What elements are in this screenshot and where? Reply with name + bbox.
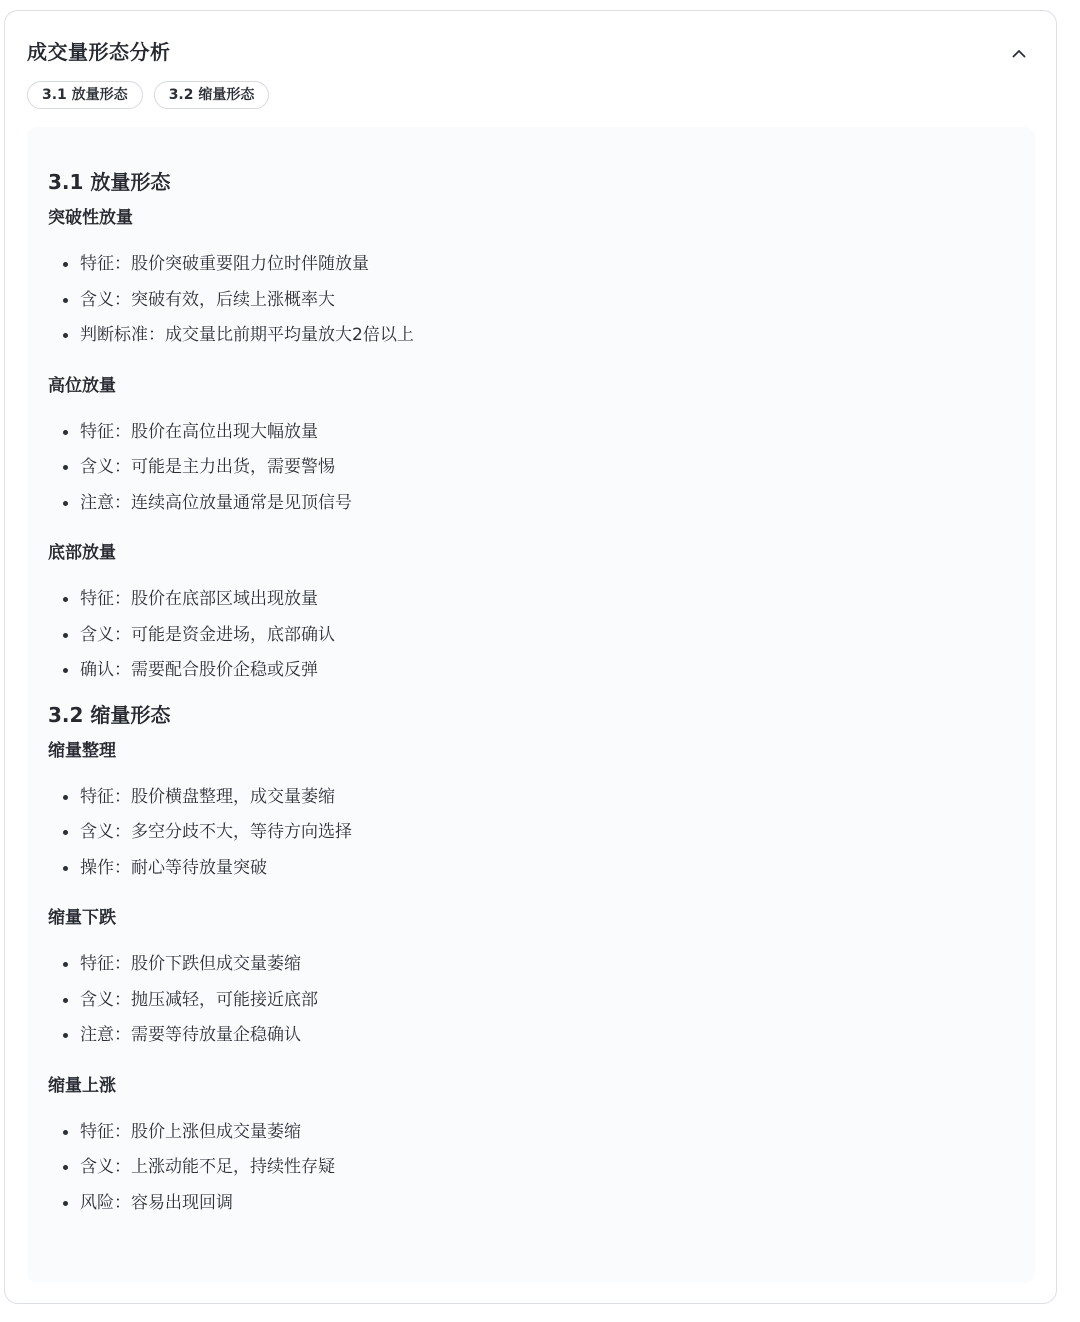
list-item: 特征：股价下跌但成交量萎缩 — [48, 951, 1014, 977]
list-item: 操作：耐心等待放量突破 — [48, 855, 1014, 881]
list-item: 含义：可能是资金进场，底部确认 — [48, 622, 1014, 648]
bullet-list — [48, 951, 1014, 1048]
subheading: 缩量整理 — [48, 740, 116, 761]
list-item: 含义：上涨动能不足，持续性存疑 — [48, 1154, 1014, 1180]
list-item: 特征：股价在高位出现大幅放量 — [48, 419, 1014, 445]
list-item: 特征：股价横盘整理，成交量萎缩 — [48, 784, 1014, 810]
section-tabs — [27, 81, 269, 109]
list-item: 注意：需要等待放量企稳确认 — [48, 1022, 1014, 1048]
list-item: 特征：股价突破重要阻力位时伴随放量 — [48, 251, 1014, 277]
bullet-list — [48, 784, 1014, 881]
list-item: 特征：股价在底部区域出现放量 — [48, 586, 1014, 612]
bullet-list — [48, 1119, 1014, 1216]
section-heading-3-1: 3.1 放量形态 — [48, 170, 171, 194]
list-item: 确认：需要配合股价企稳或反弹 — [48, 657, 1014, 683]
list-item: 注意：连续高位放量通常是见顶信号 — [48, 490, 1014, 516]
list-item: 特征：股价上涨但成交量萎缩 — [48, 1119, 1014, 1145]
tab-3-2[interactable]: 3.2 缩量形态 — [154, 81, 270, 109]
list-item: 含义：突破有效，后续上涨概率大 — [48, 287, 1014, 313]
list-item: 判断标准：成交量比前期平均量放大2倍以上 — [48, 322, 1014, 348]
collapse-button[interactable] — [1008, 42, 1030, 64]
section-heading-3-2: 3.2 缩量形态 — [48, 702, 171, 727]
subheading: 突破性放量 — [48, 208, 133, 228]
subheading: 缩量下跌 — [48, 908, 116, 928]
tab-3-1[interactable]: 3.1 放量形态 — [27, 81, 143, 109]
subheading: 底部放量 — [48, 543, 116, 563]
subheading: 缩量上涨 — [48, 1075, 116, 1096]
bullet-list — [48, 251, 1014, 348]
list-item: 风险：容易出现回调 — [48, 1190, 1014, 1216]
analysis-card — [4, 10, 1057, 1304]
card-header — [27, 37, 1034, 67]
content-panel — [27, 127, 1035, 1283]
chevron-up-icon — [1012, 49, 1026, 58]
list-item: 含义：多空分歧不大，等待方向选择 — [48, 819, 1014, 845]
subheading: 高位放量 — [48, 375, 116, 396]
bullet-list — [48, 586, 1014, 683]
list-item: 含义：抛压减轻，可能接近底部 — [48, 987, 1014, 1013]
bullet-list — [48, 419, 1014, 516]
card-title: 成交量形态分析 — [27, 40, 171, 64]
list-item: 含义：可能是主力出货，需要警惕 — [48, 454, 1014, 480]
